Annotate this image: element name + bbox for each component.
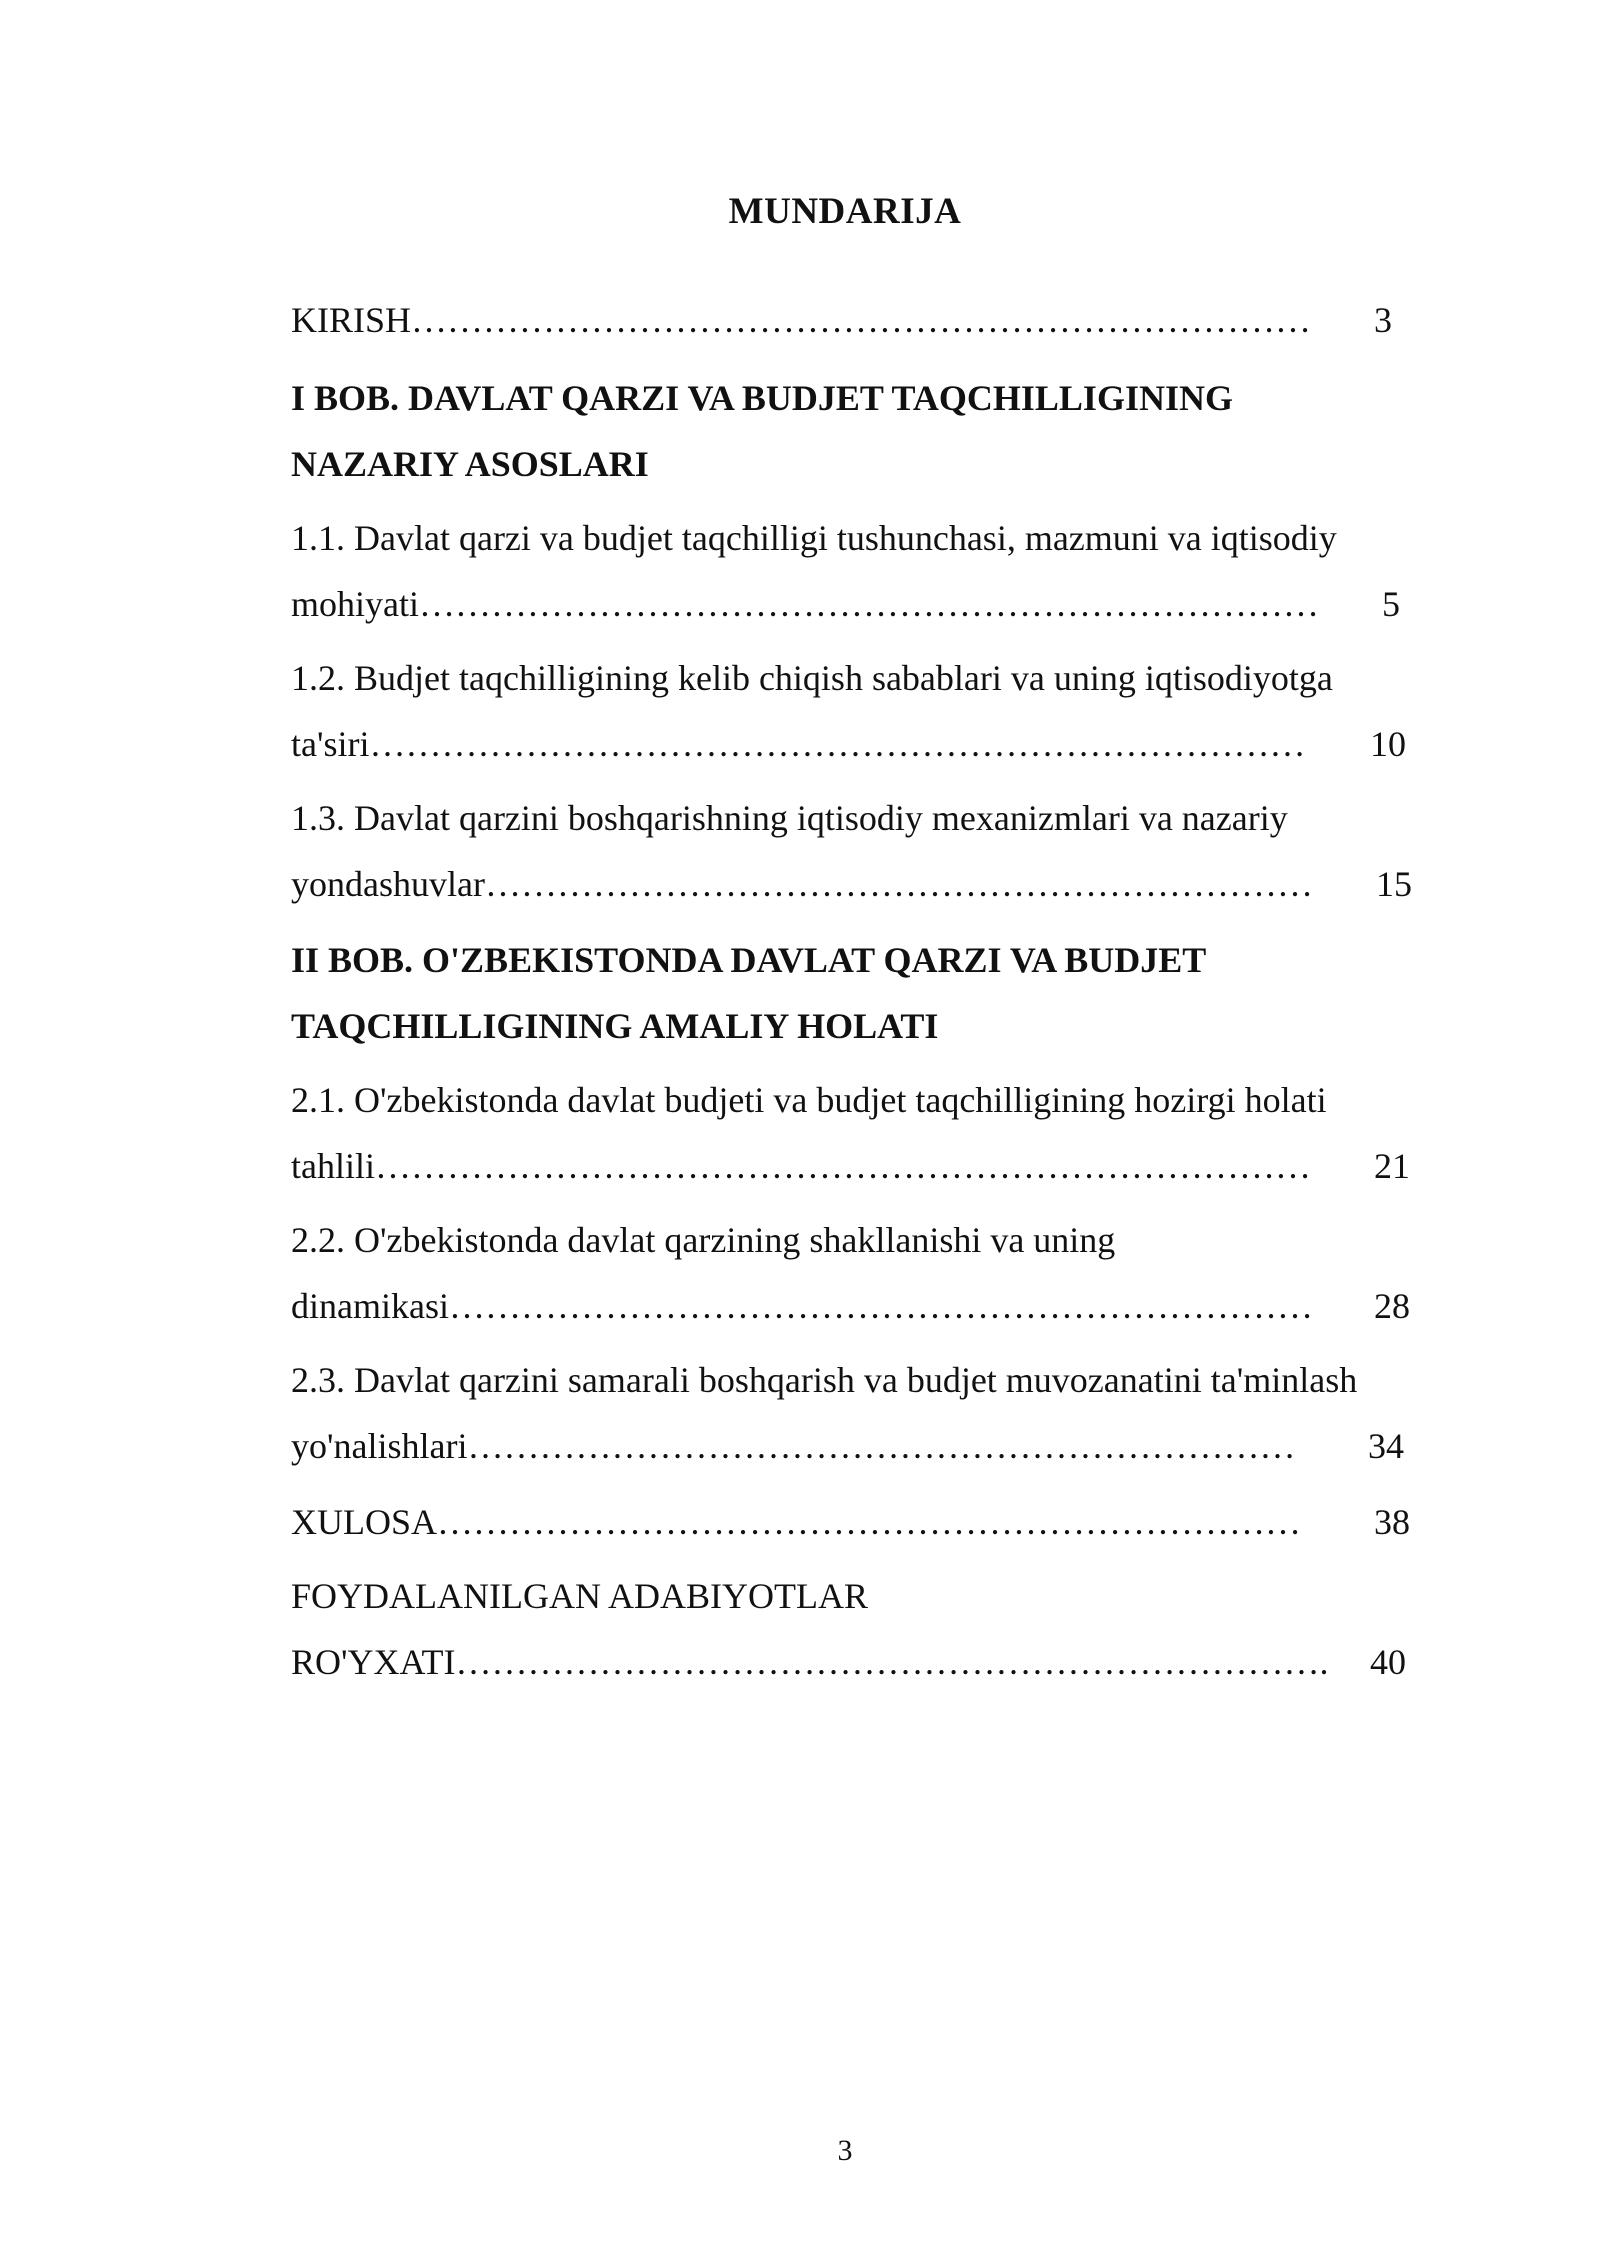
toc-chapter-1-line1: I BOB. DAVLAT QARZI VA BUDJET TAQCHILLIGINING — [291, 378, 1233, 418]
toc-page-2-3: 34 — [1368, 1426, 1404, 1466]
toc-entry-2-3-line2: yo'nalishlari…………………………………………………………… — [291, 1426, 1296, 1466]
toc-page-kirish: 3 — [1374, 300, 1392, 340]
toc-entry-2-2-line1: 2.2. O'zbekistonda davlat qarzining shakllanishi va uning — [291, 1220, 1116, 1260]
toc-entry-2-1-line1: 2.1. O'zbekistonda davlat budjeti va budjet taqchilligining hozirgi holati — [291, 1080, 1327, 1120]
toc-title: MUNDARIJA — [728, 191, 962, 232]
toc-entry-1-1-line2: mohiyati………………………………………………………………… — [291, 584, 1319, 624]
toc-entry-2-1-line2: tahlili…………………………………………………………………… — [291, 1146, 1311, 1186]
toc-page-2-2: 28 — [1374, 1286, 1410, 1326]
toc-entry-adabiyot-line1: FOYDALANILGAN ADABIYOTLAR — [291, 1576, 868, 1616]
page-number: 3 — [837, 2134, 853, 2167]
toc-entry-1-1-line1: 1.1. Davlat qarzi va budjet taqchilligi tushunchasi, mazmuni va iqtisodiy — [291, 518, 1337, 558]
toc-entry-2-2-line2: dinamikasi……………………………………………………………… — [291, 1286, 1313, 1326]
toc-page-1-1: 5 — [1382, 584, 1400, 624]
toc-chapter-1-line2: NAZARIY ASOSLARI — [291, 444, 649, 484]
toc-page-adabiyot: 40 — [1370, 1642, 1406, 1682]
toc-page-1-3: 15 — [1376, 864, 1412, 904]
toc-chapter-2-line2: TAQCHILLIGINING AMALIY HOLATI — [291, 1006, 939, 1046]
toc-entry-1-3-line2: yondashuvlar…………………………………………………………… — [291, 864, 1313, 904]
toc-entry-2-3-line1: 2.3. Davlat qarzini samarali boshqarish va budjet muvozanatini ta'minlash — [291, 1360, 1358, 1400]
toc-page-xulosa: 38 — [1374, 1502, 1410, 1542]
toc-entry-xulosa: XULOSA……………………………………………………………… — [291, 1502, 1302, 1542]
toc-chapter-2-line1: II BOB. O'ZBEKISTONDA DAVLAT QARZI VA BUDJET — [291, 940, 1207, 980]
toc-entry-1-3-line1: 1.3. Davlat qarzini boshqarishning iqtisodiy mexanizmlari va nazariy — [291, 798, 1288, 838]
toc-page-1-2: 10 — [1370, 724, 1406, 764]
toc-entry-1-2-line1: 1.2. Budjet taqchilligining kelib chiqish sabablari va uning iqtisodiyotga — [291, 658, 1333, 698]
toc-page-2-1: 21 — [1374, 1146, 1410, 1186]
toc-entry-kirish: KIRISH………………………………………………………………… — [291, 300, 1312, 340]
toc-entry-adabiyot-line2: RO'YXATI………………………………………………………………. — [291, 1642, 1329, 1682]
toc-entry-1-2-line2: ta'siri…………………………………………………………………… — [291, 724, 1306, 764]
